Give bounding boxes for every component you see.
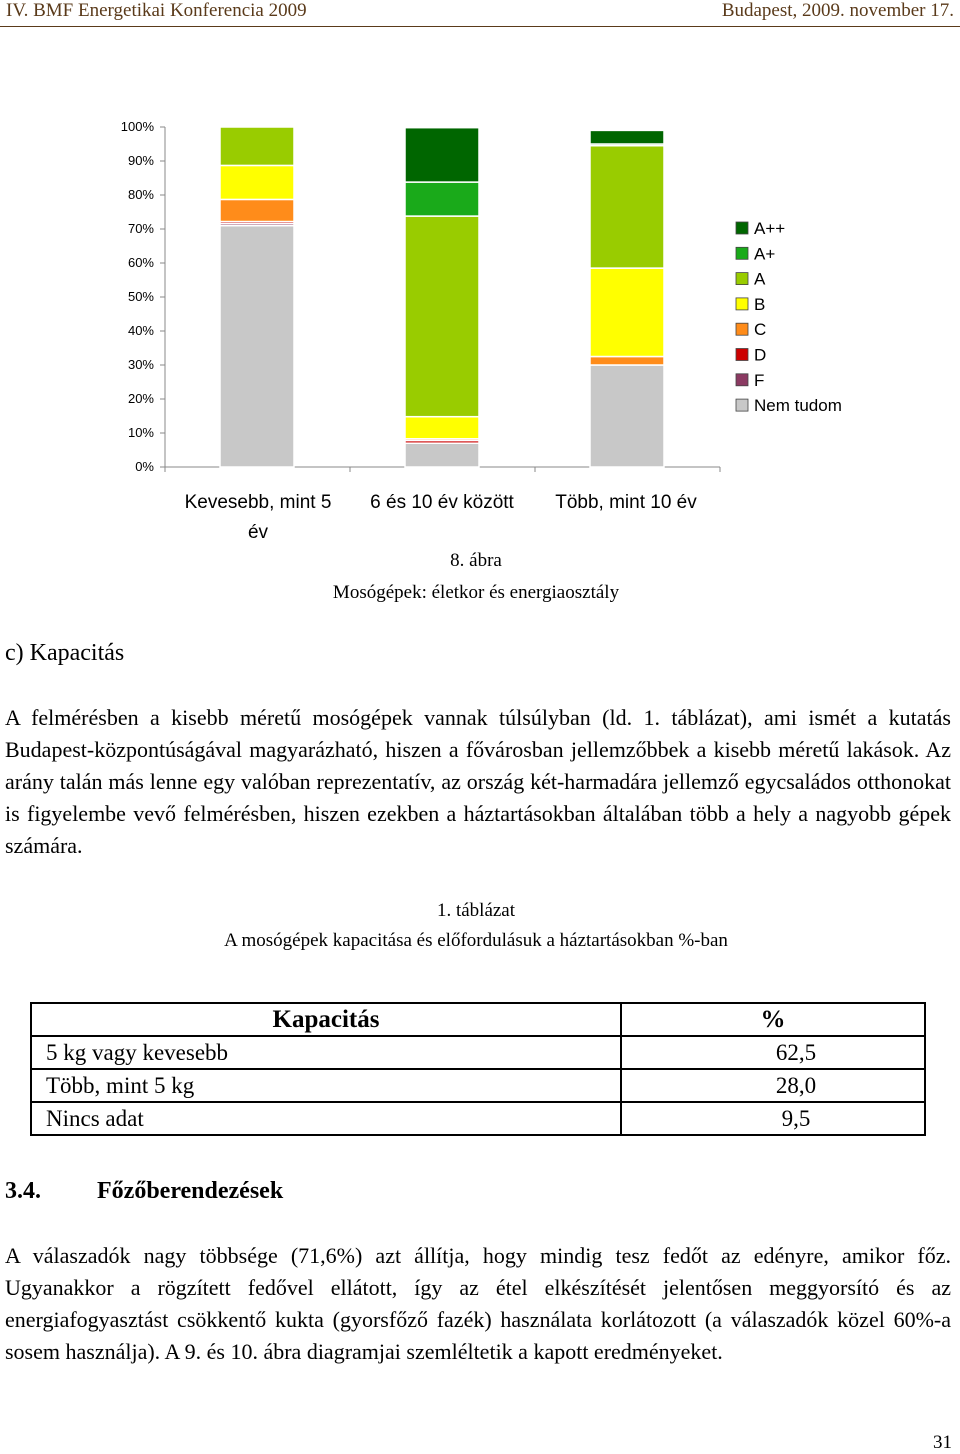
bar-segment xyxy=(590,146,664,268)
category-label: év xyxy=(247,522,269,543)
y-tick-label: 50% xyxy=(127,289,154,304)
legend-label: A++ xyxy=(754,219,786,238)
bar-segment xyxy=(405,128,479,182)
bar-segment xyxy=(405,443,479,467)
table-cell-value: 9,5 xyxy=(621,1102,925,1135)
paragraph-kapacitas: A felmérésben a kisebb méretű mosógépek vannak túlsúlyban (ld. 1. táblázat), ami ismét a kutatás Budapest-központúságával magyarázható, hiszen a fővárosban jellemzőbbek a kisebb méretű lakások. Az arány talán más lenne egy valóban reprezentatív, az ország két-harmadára jellemző egycsaládos otthonokat is figyelembe vevő felmérésben, hiszen ezekben a háztartásokban általában több a hely a nagyobb gépek számára. xyxy=(5,705,951,858)
legend-swatch xyxy=(736,349,748,361)
header-conference: IV. BMF Energetikai Konferencia 2009 xyxy=(6,0,307,21)
figure-title: Mosógépek: életkor és energiaosztály xyxy=(332,582,620,603)
bar-segment xyxy=(590,365,664,467)
bar-segment xyxy=(220,127,294,165)
table-header-percent: % xyxy=(621,1003,925,1036)
page-header xyxy=(6,0,954,24)
legend-swatch xyxy=(736,399,748,411)
chart-bars xyxy=(220,127,664,467)
legend-label: C xyxy=(754,320,767,340)
category-label: Kevesebb, mint 5 xyxy=(184,492,332,513)
legend-label: F xyxy=(754,370,765,390)
section-number: 3.4. xyxy=(5,1178,41,1204)
y-tick-label: 60% xyxy=(127,255,154,270)
y-tick-label: 0% xyxy=(135,459,154,474)
table-cell-value: 28,0 xyxy=(621,1069,925,1102)
section-title: Főzőberendezések xyxy=(97,1178,284,1204)
legend-label: D xyxy=(754,345,767,365)
y-tick-label: 90% xyxy=(127,153,154,168)
table-header-row xyxy=(31,1003,925,1036)
bar-segment xyxy=(220,199,294,221)
section-heading-kapacitas: c) Kapacitás xyxy=(5,640,125,666)
capacity-table xyxy=(30,1002,926,1136)
bar-segment xyxy=(590,268,664,356)
category-label: 6 és 10 év között xyxy=(370,492,514,513)
legend-label: B xyxy=(754,294,766,314)
y-tick-label: 20% xyxy=(127,391,154,406)
table-cell-label: 5 kg vagy kevesebb xyxy=(31,1036,621,1069)
legend-swatch xyxy=(736,374,748,386)
bar-segment xyxy=(590,357,664,366)
table-row xyxy=(31,1069,925,1102)
legend-swatch xyxy=(736,323,748,335)
table-cell-label: Több, mint 5 kg xyxy=(31,1069,621,1102)
header-place-date: Budapest, 2009. november 17. xyxy=(721,0,954,21)
legend-swatch xyxy=(736,222,748,234)
table-row xyxy=(31,1102,925,1135)
bar-segment xyxy=(590,130,664,144)
bar-segment xyxy=(405,182,479,216)
bar-segment xyxy=(405,216,479,417)
legend-label: Nem tudom xyxy=(754,396,842,416)
y-tick-label: 70% xyxy=(127,221,154,236)
legend-swatch xyxy=(736,247,748,259)
stacked-bar-chart xyxy=(0,100,960,620)
paragraph-fozoberendezesek: A válaszadók nagy többsége (71,6%) azt állítja, hogy mindig tesz fedőt az edényre, amikor főz. Ugyanakkor a rögzített fedővel ellátott, így az étel elkészítését jelentősen meggyorsító és az energiafogyasztást csökkentő kukta (gyorsfőző fazék) használata korlátozott (a válaszadók közel 60%-a sosem használja). A 9. és 10. ábra diagramjai szemléltetik a kapott eredményeket. xyxy=(5,1243,951,1364)
chart-legend xyxy=(736,219,842,415)
header-rule xyxy=(0,26,960,27)
section-heading-fozoberendezesek xyxy=(5,1178,283,1205)
table-row xyxy=(31,1036,925,1069)
y-tick-label: 40% xyxy=(127,323,154,338)
legend-swatch xyxy=(736,298,748,310)
table-title: A mosógépek kapacitása és előfordulásuk a háztartásokban %-ban xyxy=(224,930,728,951)
legend-swatch xyxy=(736,273,748,285)
bar-segment xyxy=(220,165,294,199)
y-tick-label: 10% xyxy=(127,425,154,440)
figure-number: 8. ábra xyxy=(450,550,502,571)
y-tick-label: 100% xyxy=(120,119,154,134)
legend-label: A+ xyxy=(754,244,776,264)
y-tick-label: 80% xyxy=(127,187,154,202)
bar-segment xyxy=(405,417,479,439)
table-header-capacity: Kapacitás xyxy=(31,1003,621,1036)
page-number: 31 xyxy=(933,1432,952,1453)
table-number: 1. táblázat xyxy=(436,900,516,921)
legend-label: A xyxy=(754,269,766,289)
y-tick-label: 30% xyxy=(127,357,154,372)
category-label: Több, mint 10 év xyxy=(555,492,697,513)
bar-segment xyxy=(220,226,294,467)
chart-category-labels xyxy=(185,492,698,543)
chart-y-ticks xyxy=(121,119,155,474)
table-cell-label: Nincs adat xyxy=(31,1102,621,1135)
table-cell-value: 62,5 xyxy=(621,1036,925,1069)
